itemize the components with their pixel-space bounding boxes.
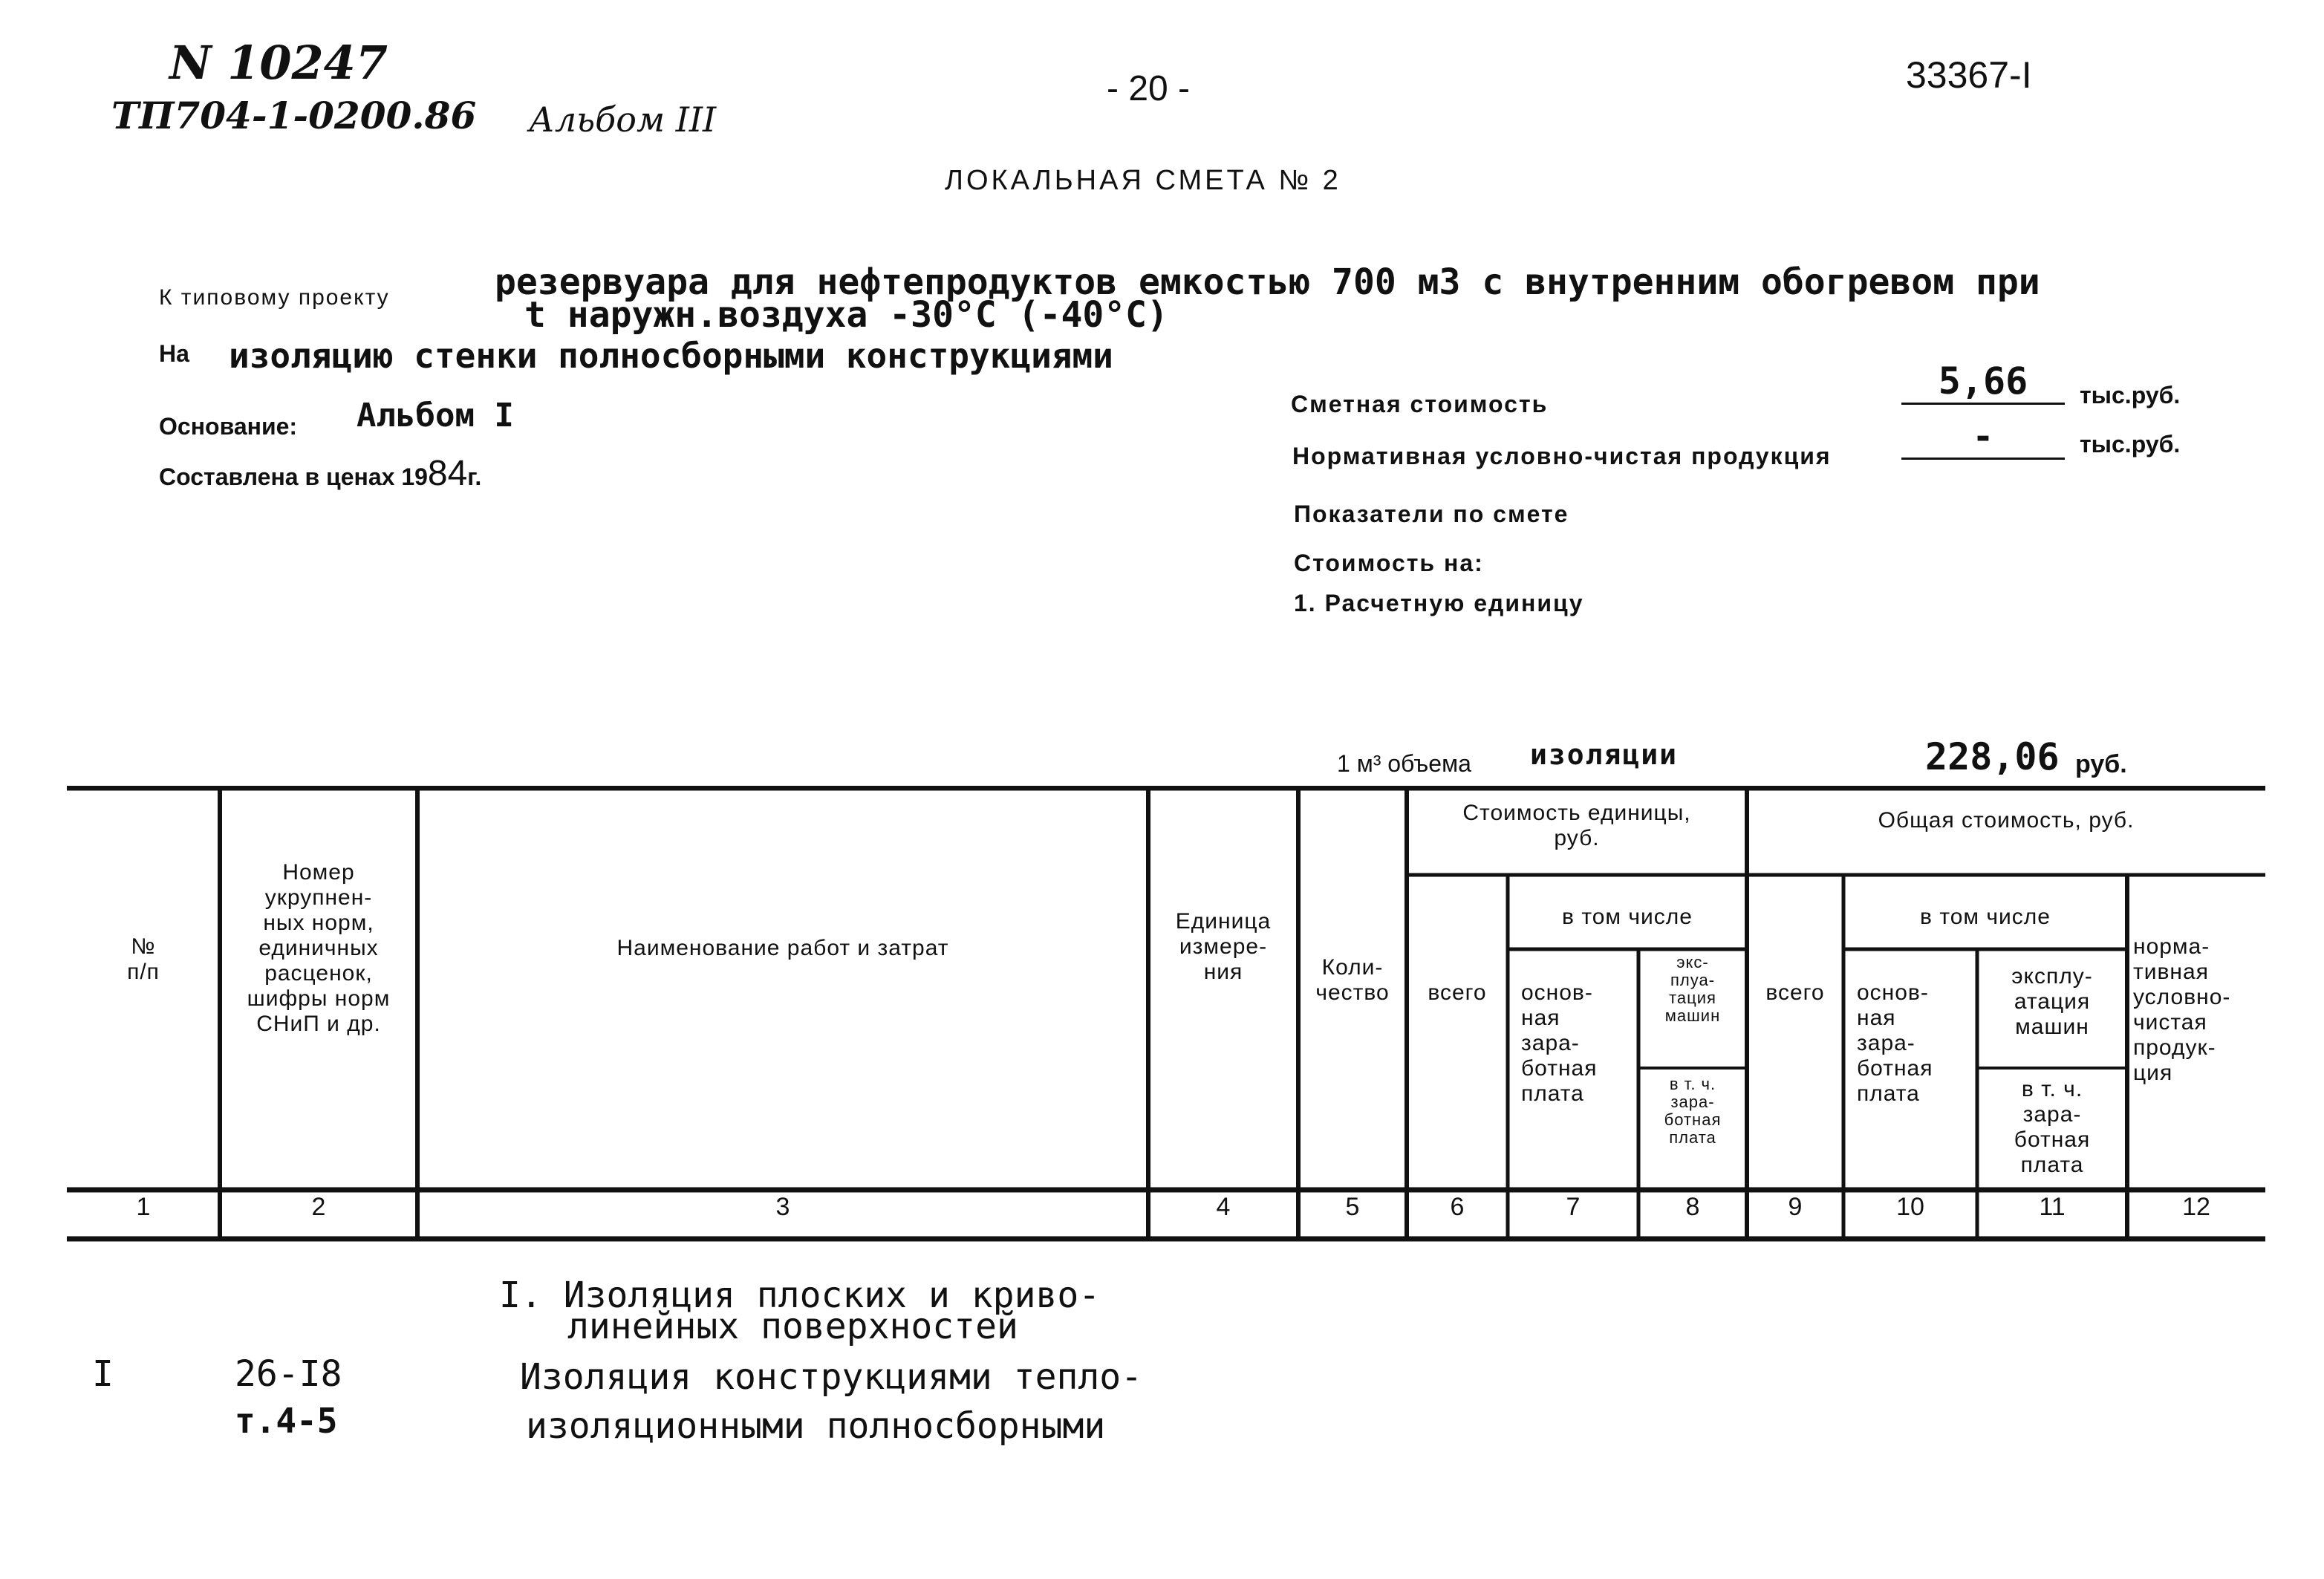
project-code: ТП704-1-0200.86 (111, 94, 477, 137)
header-col-7: основ- ная зара- ботная плата (1521, 980, 1598, 1106)
header-col-3: Наименование работ и затрат (616, 936, 949, 960)
cost-for-label: Стоимость на: (1294, 550, 1484, 576)
prices-year: 84 (427, 454, 468, 493)
prices-suffix: г. (467, 463, 482, 490)
column-number-11: 11 (2039, 1193, 2066, 1221)
per-unit-currency: руб. (2075, 750, 2127, 778)
header-col-4: Единица измере- ния (1175, 909, 1272, 984)
basis-value: Альбом I (357, 397, 514, 434)
estimated-label: Сметная стоимость (1291, 391, 1549, 417)
project-line-1: резервуара для нефтепродуктов емкостью 700 м3 с внутренним обогревом при (495, 261, 2040, 303)
header-total-cost: Общая стоимость, руб. (1878, 808, 2135, 833)
estimate-table (67, 786, 2265, 1246)
section-heading-line-1: I. Изоляция плоских и криво- (499, 1274, 1101, 1316)
page-number: - 20 - (1107, 69, 1191, 108)
header-col-11-bottom: в т. ч. зара- ботная плата (2014, 1077, 2091, 1177)
normative-unit: тыс.руб. (2080, 431, 2181, 458)
handwritten-number: N 10247 (169, 36, 388, 90)
row-code-2: т.4-5 (235, 1401, 338, 1441)
prices-label: Составлена в ценах 19 (159, 463, 428, 490)
column-number-9: 9 (1788, 1193, 1803, 1221)
project-line-2: t наружн.воздуха -30°С (-40°С) (524, 294, 1168, 336)
row-name-1: Изоляция конструкциями тепло- (520, 1356, 1143, 1398)
album-label: Альбом III (529, 100, 717, 140)
header-col-5: Коли- чество (1315, 955, 1390, 1005)
per-unit-value: 228,06 (1925, 735, 2060, 778)
column-number-10: 10 (1896, 1193, 1924, 1221)
header-col-8-top: экс- плуа- тация машин (1664, 953, 1721, 1025)
column-number-12: 12 (2182, 1193, 2210, 1221)
column-number-7: 7 (1566, 1193, 1581, 1221)
header-col-8-bottom: в т. ч. зара- ботная плата (1664, 1075, 1722, 1147)
unit-label: 1. Расчетную единицу (1294, 590, 1584, 616)
per-unit-prefix: 1 м³ объема (1337, 750, 1471, 777)
header-col-11-top: эксплу- атация машин (2011, 964, 2093, 1039)
column-number-6: 6 (1450, 1193, 1465, 1221)
normative-value: - (1901, 416, 2065, 460)
row-code-1: 26-I8 (235, 1353, 342, 1395)
header-unit-cost: Стоимость единицы, руб. (1462, 801, 1691, 850)
estimated-unit: тыс.руб. (2080, 382, 2181, 408)
row-name-2: изоляционными полносборными (526, 1405, 1106, 1447)
page-title: ЛОКАЛЬНАЯ СМЕТА № 2 (945, 165, 1341, 196)
column-number-8: 8 (1685, 1193, 1700, 1221)
column-number-1: 1 (136, 1193, 151, 1221)
header-incl-total: в том числе (1920, 905, 2051, 929)
header-col-6: всего (1428, 980, 1487, 1005)
on-label: На (159, 340, 189, 367)
basis-label: Основание: (159, 413, 298, 440)
column-number-3: 3 (775, 1193, 790, 1221)
project-label: К типовому проекту (159, 285, 390, 310)
header-col-1: № п/п (127, 934, 160, 984)
column-number-2: 2 (311, 1193, 326, 1221)
estimated-value: 5,66 (1901, 359, 2065, 405)
row-number: I (92, 1353, 114, 1395)
header-incl-unit: в том числе (1562, 905, 1693, 929)
column-number-4: 4 (1216, 1193, 1231, 1221)
header-col-2: Номер укрупнен- ных норм, единичных расценок, шифры норм СНиП и др. (247, 860, 391, 1036)
column-number-5: 5 (1345, 1193, 1360, 1221)
section-heading-line-2: линейных поверхностей (567, 1306, 1018, 1347)
document-id: 33367-I (1906, 54, 2032, 96)
header-col-10: основ- ная зара- ботная плата (1857, 980, 1933, 1106)
header-col-9: всего (1765, 980, 1825, 1005)
prices-line (159, 453, 481, 494)
normative-label: Нормативная условно-чистая продукция (1292, 443, 1832, 469)
header-col-12: норма- тивная условно- чистая продук- ция (2133, 934, 2231, 1085)
indicators-label: Показатели по смете (1294, 501, 1569, 527)
on-value: изоляцию стенки полносборными конструкциями (229, 336, 1113, 376)
per-unit-item: изоляции (1530, 738, 1679, 771)
